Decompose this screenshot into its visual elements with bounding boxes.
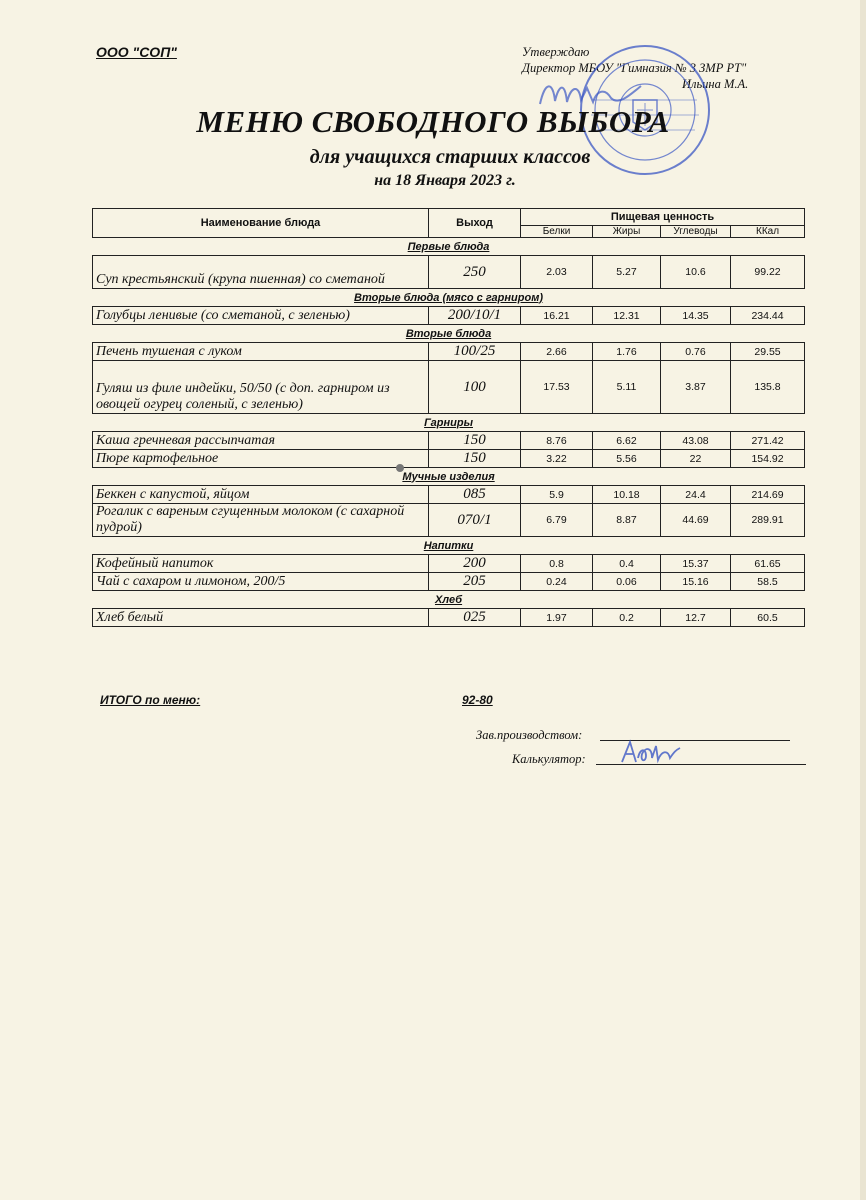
header-output: Выход (429, 209, 521, 238)
menu-table (92, 208, 805, 627)
header-protein: Белки (521, 226, 593, 238)
table-row (93, 555, 805, 573)
total-value: 92-80 (462, 693, 493, 707)
dish-protein: 0.24 (521, 573, 593, 591)
dish-carbs: 24.4 (661, 486, 731, 504)
header-nutrition: Пищевая ценность (521, 209, 805, 226)
dish-protein: 5.9 (521, 486, 593, 504)
dish-fat: 1.76 (593, 343, 661, 361)
dish-fat: 12.31 (593, 307, 661, 325)
dish-output: 025 (429, 609, 521, 627)
dish-carbs: 14.35 (661, 307, 731, 325)
dish-name: Пюре картофельное (93, 450, 429, 468)
dish-fat: 8.87 (593, 504, 661, 537)
table-row (93, 504, 805, 537)
dish-carbs: 44.69 (661, 504, 731, 537)
dish-carbs: 15.37 (661, 555, 731, 573)
table-row (93, 361, 805, 414)
dish-fat: 5.11 (593, 361, 661, 414)
dish-protein: 2.66 (521, 343, 593, 361)
dish-kcal: 214.69 (731, 486, 805, 504)
dish-fat: 0.4 (593, 555, 661, 573)
dish-kcal: 61.65 (731, 555, 805, 573)
dish-name: Чай с сахаром и лимоном, 200/5 (93, 573, 429, 591)
dish-name: Кофейный напиток (93, 555, 429, 573)
dish-carbs: 22 (661, 450, 731, 468)
dish-carbs: 3.87 (661, 361, 731, 414)
organization-name: ООО "СОП" (96, 44, 177, 60)
table-row (93, 609, 805, 627)
section-title: Мучные изделия (402, 470, 495, 483)
dish-protein: 8.76 (521, 432, 593, 450)
dish-kcal: 135.8 (731, 361, 805, 414)
dish-fat: 5.56 (593, 450, 661, 468)
dish-protein: 2.03 (521, 256, 593, 289)
dish-output: 205 (429, 573, 521, 591)
section-title: Первые блюда (407, 240, 490, 253)
dish-fat: 6.62 (593, 432, 661, 450)
dish-kcal: 154.92 (731, 450, 805, 468)
dish-carbs: 12.7 (661, 609, 731, 627)
dish-name: Хлеб белый (93, 609, 429, 627)
dish-name: Печень тушеная с луком (93, 343, 429, 361)
production-head-label: Зав.производством: (476, 728, 583, 742)
dish-fat: 0.06 (593, 573, 661, 591)
table-row (93, 486, 805, 504)
dish-protein: 3.22 (521, 450, 593, 468)
section-title: Напитки (423, 539, 474, 552)
dish-output: 100 (429, 361, 521, 414)
dish-output: 085 (429, 486, 521, 504)
page-title: МЕНЮ СВОБОДНОГО ВЫБОРА (196, 104, 670, 139)
menu-date: на 18 Января 2023 г. (374, 172, 516, 189)
dish-carbs: 15.16 (661, 573, 731, 591)
dish-output: 250 (429, 256, 521, 289)
header-dish: Наименование блюда (93, 209, 429, 238)
dish-protein: 0.8 (521, 555, 593, 573)
dish-fat: 10.18 (593, 486, 661, 504)
production-head-signature-field (476, 728, 582, 743)
total-label: ИТОГО по меню: (100, 693, 201, 707)
dish-name: Рогалик с вареным сгущенным молоком (с сахарной пудрой) (93, 504, 429, 537)
dish-protein: 17.53 (521, 361, 593, 414)
section-title: Вторые блюда (405, 327, 492, 340)
header-carbs: Углеводы (661, 226, 731, 238)
dish-carbs: 43.08 (661, 432, 731, 450)
ink-dot (396, 464, 404, 472)
section-title: Хлеб (434, 593, 463, 606)
dish-carbs: 10.6 (661, 256, 731, 289)
dish-output: 200 (429, 555, 521, 573)
table-row (93, 256, 805, 289)
dish-protein: 16.21 (521, 307, 593, 325)
calculator-label: Калькулятор: (512, 752, 586, 766)
table-row (93, 307, 805, 325)
dish-name: Беккен с капустой, яйцом (93, 486, 429, 504)
dish-output: 070/1 (429, 504, 521, 537)
section-title: Вторые блюда (мясо с гарниром) (354, 291, 543, 304)
header-kcal: ККал (731, 226, 805, 238)
dish-kcal: 99.22 (731, 256, 805, 289)
section-title: Гарниры (424, 416, 473, 429)
dish-output: 100/25 (429, 343, 521, 361)
dish-fat: 0.2 (593, 609, 661, 627)
table-row (93, 450, 805, 468)
table-row (93, 573, 805, 591)
dish-name: Суп крестьянский (крупа пшенная) со сметаной (93, 256, 429, 289)
header-fat: Жиры (593, 226, 661, 238)
table-row (93, 343, 805, 361)
page-subtitle: для учащихся старших классов (309, 146, 591, 168)
calculator-signature-field (512, 752, 586, 767)
dish-output: 150 (429, 450, 521, 468)
dish-carbs: 0.76 (661, 343, 731, 361)
dish-fat: 5.27 (593, 256, 661, 289)
dish-kcal: 289.91 (731, 504, 805, 537)
dish-name: Гуляш из филе индейки, 50/50 (с доп. гарниром из овощей огурец соленый, с зеленью) (93, 361, 429, 414)
dish-kcal: 29.55 (731, 343, 805, 361)
dish-kcal: 58.5 (731, 573, 805, 591)
dish-kcal: 60.5 (731, 609, 805, 627)
dish-kcal: 271.42 (731, 432, 805, 450)
dish-protein: 1.97 (521, 609, 593, 627)
dish-kcal: 234.44 (731, 307, 805, 325)
calculator-signature (618, 738, 682, 768)
approval-line-1: Утверждаю (522, 45, 590, 59)
approval-line-2: Директор МБОУ "Гимназия № 3 ЗМР РТ" (522, 61, 747, 75)
approval-line-3: Ильина М.А. (682, 77, 749, 91)
dish-name: Голубцы ленивые (со сметаной, с зеленью) (93, 307, 429, 325)
table-row (93, 432, 805, 450)
dish-output: 150 (429, 432, 521, 450)
dish-protein: 6.79 (521, 504, 593, 537)
dish-output: 200/10/1 (429, 307, 521, 325)
dish-name: Каша гречневая рассыпчатая (93, 432, 429, 450)
